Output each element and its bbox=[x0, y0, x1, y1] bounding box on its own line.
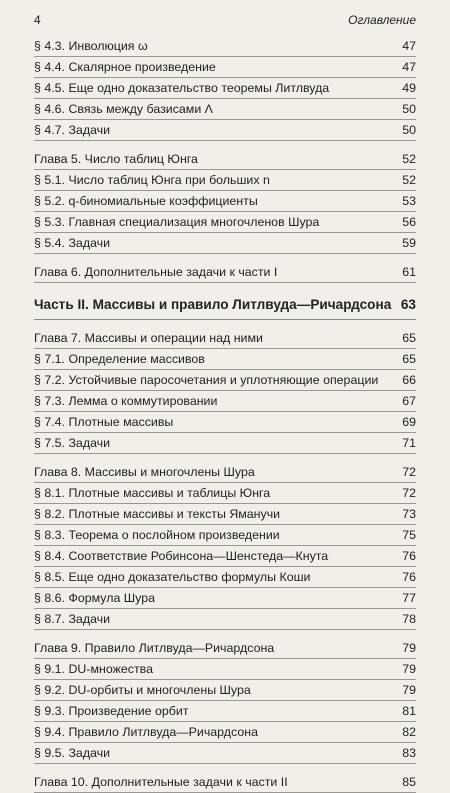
toc-entry-title: § 9.1. DU-множества bbox=[34, 662, 153, 676]
toc-entry-page: 66 bbox=[402, 373, 416, 387]
toc-entry-title: § 4.7. Задачи bbox=[34, 123, 111, 137]
toc-entry-title: § 7.5. Задачи bbox=[34, 436, 111, 450]
toc-entry-title: § 8.2. Плотные массивы и тексты Яманучи bbox=[34, 507, 281, 521]
toc-entry-page: 63 bbox=[400, 297, 416, 312]
toc-entry-page: 61 bbox=[402, 265, 416, 279]
toc-entry-title: § 9.5. Задачи bbox=[34, 746, 111, 760]
toc-entry-title: § 7.1. Определение массивов bbox=[34, 352, 205, 366]
toc-section-entry bbox=[34, 433, 416, 454]
toc-entry-page: 71 bbox=[402, 436, 416, 450]
toc-section-entry bbox=[34, 349, 416, 370]
toc-entry-title: Глава 9. Правило Литлвуда—Ричардсона bbox=[34, 641, 275, 655]
toc-entry-page: 67 bbox=[402, 394, 416, 408]
toc-entry-page: 53 bbox=[402, 194, 416, 208]
toc-entry-title: Глава 6. Дополнительные задачи к части I bbox=[34, 265, 278, 279]
toc-section-entry bbox=[34, 483, 416, 504]
toc-entry-page: 82 bbox=[402, 725, 416, 739]
toc-entry-page: 72 bbox=[402, 465, 416, 479]
toc-chapter-entry bbox=[34, 149, 416, 170]
toc-section-entry bbox=[34, 659, 416, 680]
page-header bbox=[34, 13, 416, 31]
toc-entry-title: § 4.4. Скалярное произведение bbox=[34, 60, 216, 74]
toc-entry-title: Глава 7. Массивы и операции над ними bbox=[34, 331, 263, 345]
toc-entry-page: 79 bbox=[402, 662, 416, 676]
toc-section-entry bbox=[34, 233, 416, 254]
toc-chapter-entry bbox=[34, 462, 416, 483]
toc-section-entry bbox=[34, 191, 416, 212]
toc-entry-page: 69 bbox=[402, 415, 416, 429]
toc-entry-title: Глава 10. Дополнительные задачи к части II bbox=[34, 775, 288, 789]
toc-section-entry bbox=[34, 743, 416, 764]
toc-part-entry bbox=[34, 291, 416, 320]
toc-chapter-entry bbox=[34, 772, 416, 793]
toc-section-entry bbox=[34, 99, 416, 120]
toc-chapter-entry bbox=[34, 638, 416, 659]
toc-entry-title: § 8.3. Теорема о послойном произведении bbox=[34, 528, 280, 542]
toc-entry-page: 79 bbox=[402, 641, 416, 655]
toc-entry-title: Часть II. Массивы и правило Литлвуда—Ричардсона bbox=[34, 297, 392, 312]
toc-entry-page: 49 bbox=[402, 81, 416, 95]
toc-entry-title: Глава 5. Число таблиц Юнга bbox=[34, 152, 198, 166]
toc-entry-page: 78 bbox=[402, 612, 416, 626]
toc-entry-title: § 8.5. Еще одно доказательство формулы Коши bbox=[34, 570, 311, 584]
toc-entry-title: § 8.4. Соответствие Робинсона—Шенстеда—Кнута bbox=[34, 549, 329, 563]
toc-entry-page: 75 bbox=[402, 528, 416, 542]
page-number: 4 bbox=[34, 13, 41, 27]
toc-entry-page: 59 bbox=[402, 236, 416, 250]
toc-entry-page: 83 bbox=[402, 746, 416, 760]
toc-section-entry bbox=[34, 588, 416, 609]
toc-chapter-entry bbox=[34, 262, 416, 283]
toc-section-entry bbox=[34, 370, 416, 391]
toc-entry-page: 52 bbox=[402, 152, 416, 166]
toc-entry-title: § 9.4. Правило Литлвуда—Ричардсона bbox=[34, 725, 258, 739]
toc-entry-title: § 5.3. Главная специализация многочленов Шура bbox=[34, 215, 320, 229]
toc-entry-page: 77 bbox=[402, 591, 416, 605]
toc-entry-page: 65 bbox=[402, 352, 416, 366]
toc-entry-title: § 5.2. q-биномиальные коэффициенты bbox=[34, 194, 258, 208]
table-of-contents bbox=[34, 36, 416, 793]
toc-section-entry bbox=[34, 504, 416, 525]
toc-entry-page: 56 bbox=[402, 215, 416, 229]
toc-entry-page: 72 bbox=[402, 486, 416, 500]
toc-section-entry bbox=[34, 567, 416, 588]
toc-section-entry bbox=[34, 78, 416, 99]
toc-section-entry bbox=[34, 120, 416, 141]
toc-entry-title: § 7.2. Устойчивые паросочетания и уплотняющие операции bbox=[34, 373, 379, 387]
toc-section-entry bbox=[34, 212, 416, 233]
toc-section-entry bbox=[34, 57, 416, 78]
toc-entry-page: 73 bbox=[402, 507, 416, 521]
toc-entry-page: 76 bbox=[402, 570, 416, 584]
toc-entry-title: § 4.6. Связь между базисами Λ bbox=[34, 102, 213, 116]
toc-entry-page: 50 bbox=[402, 102, 416, 116]
toc-entry-title: § 9.3. Произведение орбит bbox=[34, 704, 189, 718]
toc-entry-title: § 8.6. Формула Шура bbox=[34, 591, 155, 605]
toc-entry-page: 65 bbox=[402, 331, 416, 345]
toc-entry-title: § 5.4. Задачи bbox=[34, 236, 111, 250]
toc-entry-title: § 5.1. Число таблиц Юнга при больших n bbox=[34, 173, 270, 187]
toc-entry-title: § 8.7. Задачи bbox=[34, 612, 111, 626]
toc-section-entry bbox=[34, 412, 416, 433]
toc-section-entry bbox=[34, 680, 416, 701]
toc-section-entry bbox=[34, 546, 416, 567]
toc-entry-title: § 4.5. Еще одно доказательство теоремы Литлвуда bbox=[34, 81, 330, 95]
toc-section-entry bbox=[34, 391, 416, 412]
running-title: Оглавление bbox=[348, 13, 416, 27]
toc-section-entry bbox=[34, 701, 416, 722]
toc-section-entry bbox=[34, 36, 416, 57]
toc-section-entry bbox=[34, 609, 416, 630]
toc-entry-page: 50 bbox=[402, 123, 416, 137]
toc-chapter-entry bbox=[34, 328, 416, 349]
toc-section-entry bbox=[34, 525, 416, 546]
toc-section-entry bbox=[34, 722, 416, 743]
toc-entry-title: § 9.2. DU-орбиты и многочлены Шура bbox=[34, 683, 251, 697]
toc-entry-page: 47 bbox=[402, 60, 416, 74]
toc-entry-page: 47 bbox=[402, 39, 416, 53]
toc-entry-page: 81 bbox=[402, 704, 416, 718]
toc-entry-title: § 8.1. Плотные массивы и таблицы Юнга bbox=[34, 486, 271, 500]
toc-entry-title: Глава 8. Массивы и многочлены Шура bbox=[34, 465, 255, 479]
toc-entry-page: 79 bbox=[402, 683, 416, 697]
toc-section-entry bbox=[34, 170, 416, 191]
toc-entry-page: 52 bbox=[402, 173, 416, 187]
toc-entry-page: 85 bbox=[402, 775, 416, 789]
toc-entry-title: § 7.4. Плотные массивы bbox=[34, 415, 174, 429]
toc-entry-page: 76 bbox=[402, 549, 416, 563]
toc-entry-title: § 7.3. Лемма о коммутировании bbox=[34, 394, 218, 408]
toc-entry-title: § 4.3. Инволюция ω bbox=[34, 39, 148, 53]
